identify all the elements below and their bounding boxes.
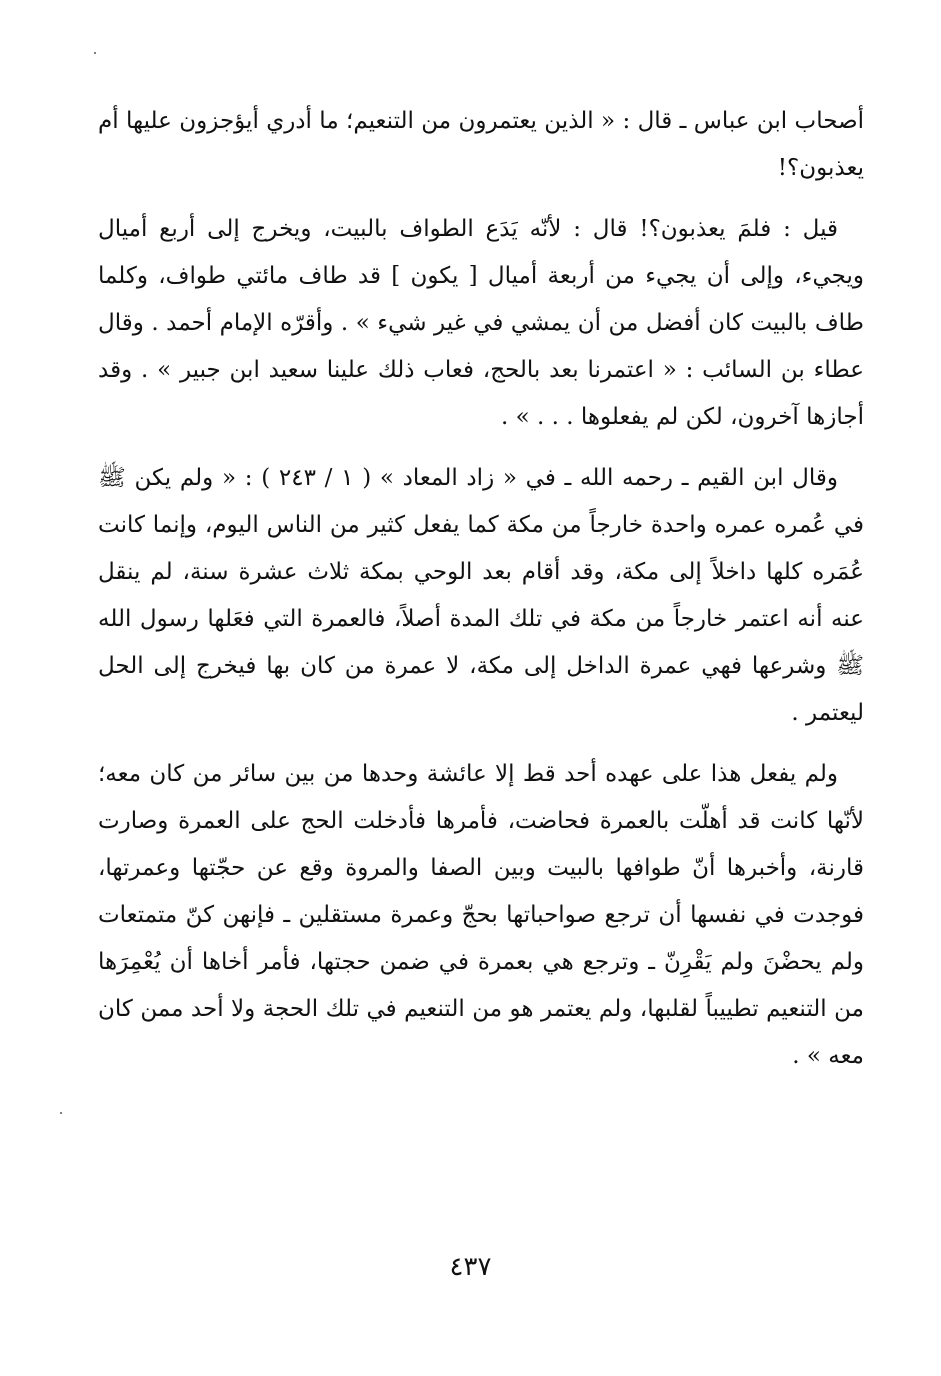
scan-speck <box>94 52 96 54</box>
paragraph-ibn-qayyim-quote: وقال ابن القيم ـ رحمه الله ـ في « زاد المعاد » ( ١ / ٢٤٣ ) : « ولم يكن ﷺ في عُمره عمره واحدة خارجاً من مكة كما يفعل كثير من الناس اليوم، وإنما كانت عُمَره كلها داخلاً إلى مكة، وقد أقام بعد الوحي بمكة ثلاث عشرة سنة، لم ينقل عنه أنه اعتمر خارجاً من مكة في تلك المدة أصلاً، فالعمرة التي فعَلها رسول الله ﷺ وشرعها فهي عمرة الداخل إلى مكة، لا عمرة من كان بها فيخرج إلى الحل ليعتمر . <box>98 465 864 726</box>
page-body-text <box>98 98 864 1094</box>
paragraph-aisha-umrah: ولم يفعل هذا على عهده أحد قط إلا عائشة وحدها من بين سائر من كان معه؛ لأنّها كانت قد أهلّت بالعمرة فحاضت، فأمرها فأدخلت الحج على العمرة وصارت قارنة، وأخبرها أنّ طوافها بالبيت وبين الصفا والمروة وقع عن حجّتها وعمرتها، فوجدت في نفسها أن ترجع صواحباتها بحجّ وعمرة مستقلين ـ فإنهن كنّ متمتعات ولم يحضْنَ ولم يَقْرِنّ ـ وترجع هي بعمرة في ضمن حجتها، فأمر أخاها أن يُعْمِرَها من التنعيم تطييباً لقلبها، ولم يعتمر هو من التنعيم في تلك الحجة ولا أحد ممن كان معه » . <box>98 761 864 1069</box>
scan-speck <box>60 1112 62 1114</box>
page-number: ٤٣٧ <box>449 1252 492 1282</box>
paragraph-why-punished: قيل : فلمَ يعذبون؟! قال : لأنّه يَدَع الطواف بالبيت، ويخرج إلى أربع أميال ويجيء، وإلى أن يجيء من أربعة أميال [ يكون ] قد طاف مائتي طواف، وكلما طاف بالبيت كان أفضل من أن يمشي في غير شيء » . وأقرّه الإمام أحمد . وقال عطاء بن السائب : « اعتمرنا بعد بالحج، فعاب ذلك علينا سعيد ابن جبير » . وقد أجازها آخرون، لكن لم يفعلوها . . . » . <box>98 216 864 430</box>
paragraph-continuation: أصحاب ابن عباس ـ قال : « الذين يعتمرون من التنعيم؛ ما أدري أيؤجزون عليها أم يعذبون؟! <box>98 108 864 181</box>
